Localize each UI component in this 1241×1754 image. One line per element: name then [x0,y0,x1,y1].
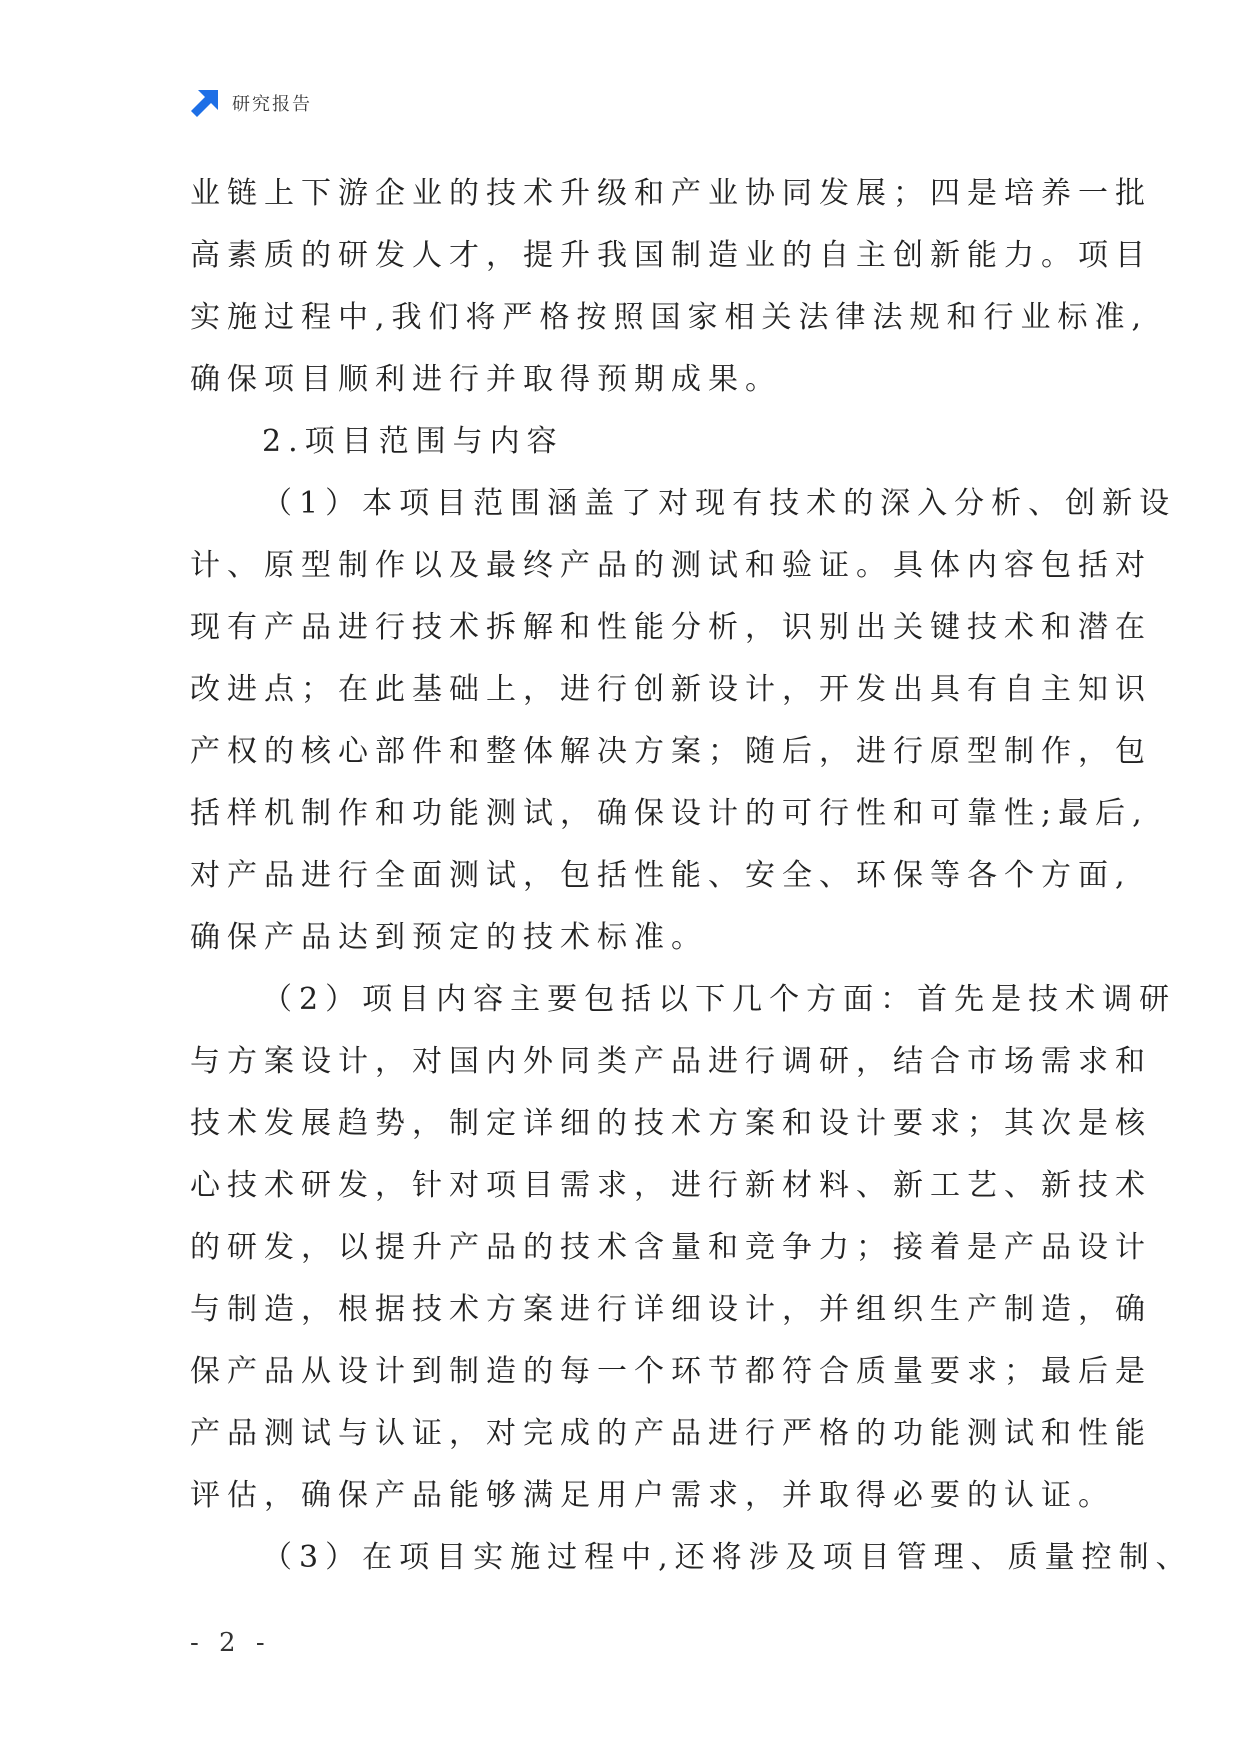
page-number: - 2 - [190,1628,271,1658]
text-line: （3）在项目实施过程中,还将涉及项目管理、质量控制、 [262,1540,1193,1575]
text-line: 括样机制作和功能测试，确保设计的可行性和可靠性;最后, [190,796,1149,831]
text-line: 高素质的研发人才，提升我国制造业的自主创新能力。项目 [190,238,1152,273]
text-line: 的研发，以提升产品的技术含量和竞争力；接着是产品设计 [190,1230,1152,1265]
text-line: 确保产品达到预定的技术标准。 [190,920,708,955]
text-line: 现有产品进行技术拆解和性能分析，识别出关键技术和潜在 [190,610,1152,645]
paragraph-continuation [190,163,1152,411]
text-line: 对产品进行全面测试，包括性能、安全、环保等各个方面, [190,858,1132,893]
section-heading-text: 2.项目范围与内容 [262,424,564,459]
text-line: 评估，确保产品能够满足用户需求，并取得必要的认证。 [190,1478,1115,1513]
text-line: 与方案设计，对国内外同类产品进行调研，结合市场需求和 [190,1044,1152,1079]
text-line: （2）项目内容主要包括以下几个方面：首先是技术调研 [262,982,1177,1017]
text-line: 确保项目顺利进行并取得预期成果。 [190,362,782,397]
paragraph-1 [190,473,1177,969]
text-line: 心技术研发，针对项目需求，进行新材料、新工艺、新技术 [190,1168,1152,1203]
text-line: 技术发展趋势，制定详细的技术方案和设计要求；其次是核 [190,1106,1152,1141]
text-line: 实施过程中,我们将严格按照国家相关法律法规和行业标准, [190,300,1149,335]
text-line: 保产品从设计到制造的每一个环节都符合质量要求；最后是 [190,1354,1152,1389]
page-header [190,88,312,118]
arrow-up-right-icon [190,88,220,118]
document-body [190,163,1193,1589]
text-line: 计、原型制作以及最终产品的测试和验证。具体内容包括对 [190,548,1152,583]
header-title: 研究报告 [232,94,312,115]
paragraph-2 [190,969,1177,1527]
text-line: 业链上下游企业的技术升级和产业协同发展；四是培养一批 [190,176,1152,211]
text-line: 与制造，根据技术方案进行详细设计，并组织生产制造，确 [190,1292,1152,1327]
section-heading [190,411,1090,473]
paragraph-3 [190,1527,1193,1589]
text-line: 产品测试与认证，对完成的产品进行严格的功能测试和性能 [190,1416,1152,1451]
text-line: （1）本项目范围涵盖了对现有技术的深入分析、创新设 [262,486,1177,521]
text-line: 改进点；在此基础上，进行创新设计，开发出具有自主知识 [190,672,1152,707]
text-line: 产权的核心部件和整体解决方案；随后，进行原型制作，包 [190,734,1152,769]
